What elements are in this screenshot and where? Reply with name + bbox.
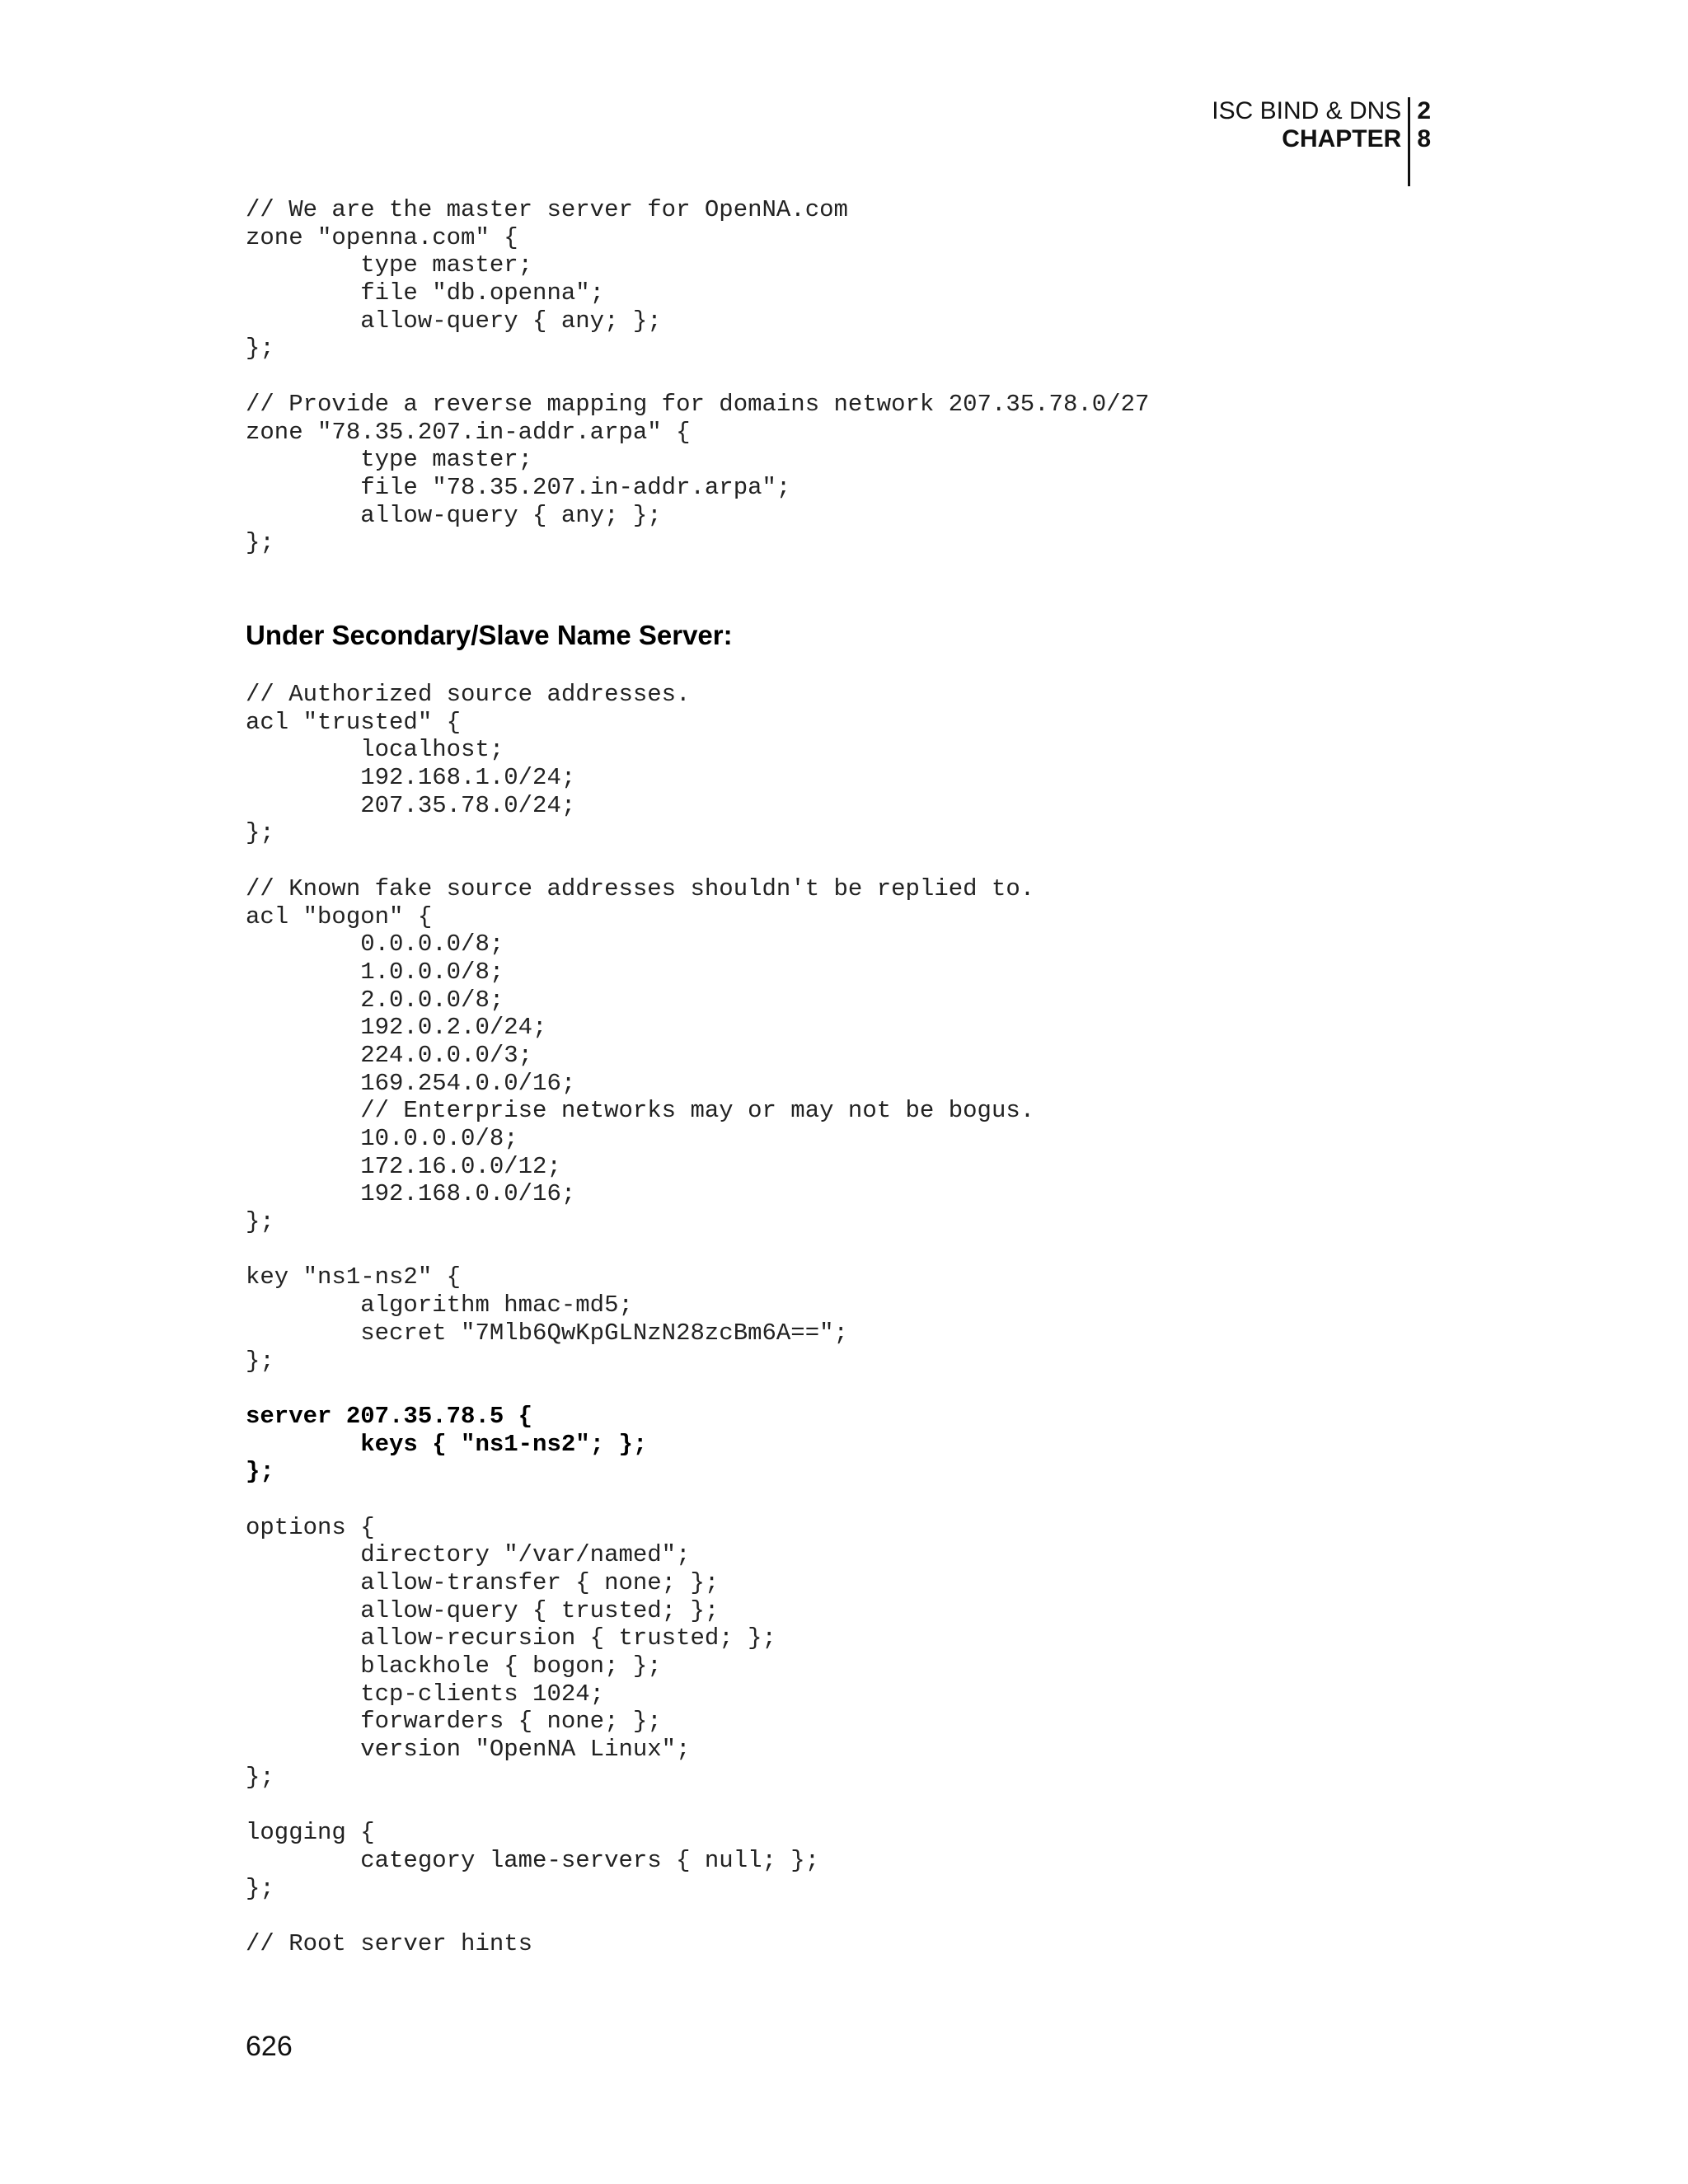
code-line: blackhole { bogon; }; <box>246 1652 662 1680</box>
code-line <box>246 847 1034 875</box>
code-block-slave-config <box>246 681 1034 1958</box>
code-line: }; <box>246 335 274 363</box>
code-block-master-zones <box>246 196 1149 557</box>
header-left <box>1212 97 1410 186</box>
code-line: }; <box>246 1763 274 1791</box>
code-line: // We are the master server for OpenNA.com <box>246 196 848 223</box>
code-line: 0.0.0.0/8; <box>246 930 504 958</box>
code-line: tcp-clients 1024; <box>246 1680 605 1708</box>
page-header <box>1212 97 1431 186</box>
code-line: 172.16.0.0/12; <box>246 1152 561 1180</box>
code-line: 169.254.0.0/16; <box>246 1069 576 1097</box>
code-line: allow-transfer { none; }; <box>246 1569 720 1596</box>
code-line <box>246 1902 1034 1930</box>
chapter-number-1: 2 <box>1417 97 1431 124</box>
code-line: allow-query { trusted; }; <box>246 1596 720 1624</box>
code-line: }; <box>246 1347 274 1375</box>
code-line: localhost; <box>246 736 504 764</box>
chapter-number-2: 8 <box>1417 125 1431 152</box>
code-line <box>246 1375 1034 1403</box>
code-line: options { <box>246 1513 375 1541</box>
code-line: 2.0.0.0/8; <box>246 986 504 1014</box>
code-line: 192.168.0.0/16; <box>246 1180 576 1208</box>
code-line: }; <box>246 1874 274 1902</box>
code-line <box>246 1486 1034 1514</box>
chapter-label: CHAPTER <box>1282 125 1402 152</box>
page-number: 626 <box>246 2031 293 2062</box>
code-line: }; <box>246 1208 274 1236</box>
code-line <box>246 1236 1034 1264</box>
code-line: }; <box>246 529 274 557</box>
code-line: }; <box>246 819 274 847</box>
code-line: zone "openna.com" { <box>246 223 518 251</box>
code-line: allow-query { any; }; <box>246 501 662 529</box>
code-line: // Known fake source addresses shouldn't be replied to. <box>246 874 1035 902</box>
code-line: logging { <box>246 1819 375 1847</box>
code-line: 192.0.2.0/24; <box>246 1014 547 1042</box>
code-line: server 207.35.78.5 { <box>246 1402 533 1430</box>
code-line: algorithm hmac-md5; <box>246 1291 633 1319</box>
code-line: file "db.openna"; <box>246 279 605 307</box>
code-line: keys { "ns1-ns2"; }; <box>246 1430 648 1458</box>
code-line: type master; <box>246 251 533 279</box>
code-line: file "78.35.207.in-addr.arpa"; <box>246 473 791 501</box>
code-line: key "ns1-ns2" { <box>246 1263 462 1291</box>
code-line: category lame-servers { null; }; <box>246 1846 820 1874</box>
code-line: allow-recursion { trusted; }; <box>246 1624 776 1652</box>
code-line: // Enterprise networks may or may not be bogus. <box>246 1097 1035 1125</box>
header-right <box>1410 97 1431 186</box>
code-line: 224.0.0.0/3; <box>246 1041 533 1069</box>
code-line: 207.35.78.0/24; <box>246 791 576 819</box>
code-line: directory "/var/named"; <box>246 1541 691 1569</box>
code-line: forwarders { none; }; <box>246 1708 662 1736</box>
code-line <box>246 1792 1034 1820</box>
code-line: version "OpenNA Linux"; <box>246 1736 691 1764</box>
code-line: 192.168.1.0/24; <box>246 764 576 792</box>
section-heading: Under Secondary/Slave Name Server: <box>246 620 733 650</box>
code-line: 10.0.0.0/8; <box>246 1125 518 1152</box>
code-line: acl "trusted" { <box>246 708 462 736</box>
code-line: zone "78.35.207.in-addr.arpa" { <box>246 418 691 446</box>
code-line <box>246 363 1149 391</box>
code-line: // Root server hints <box>246 1929 533 1957</box>
code-line: // Provide a reverse mapping for domains network 207.35.78.0/27 <box>246 390 1150 418</box>
code-line: type master; <box>246 446 533 474</box>
code-line: allow-query { any; }; <box>246 307 662 335</box>
chapter-title: ISC BIND & DNS <box>1212 97 1402 124</box>
code-line: acl "bogon" { <box>246 902 433 930</box>
code-line: secret "7Mlb6QwKpGLNzN28zcBm6A=="; <box>246 1319 848 1347</box>
code-line: // Authorized source addresses. <box>246 681 691 708</box>
code-line: }; <box>246 1458 274 1486</box>
code-line: 1.0.0.0/8; <box>246 958 504 986</box>
